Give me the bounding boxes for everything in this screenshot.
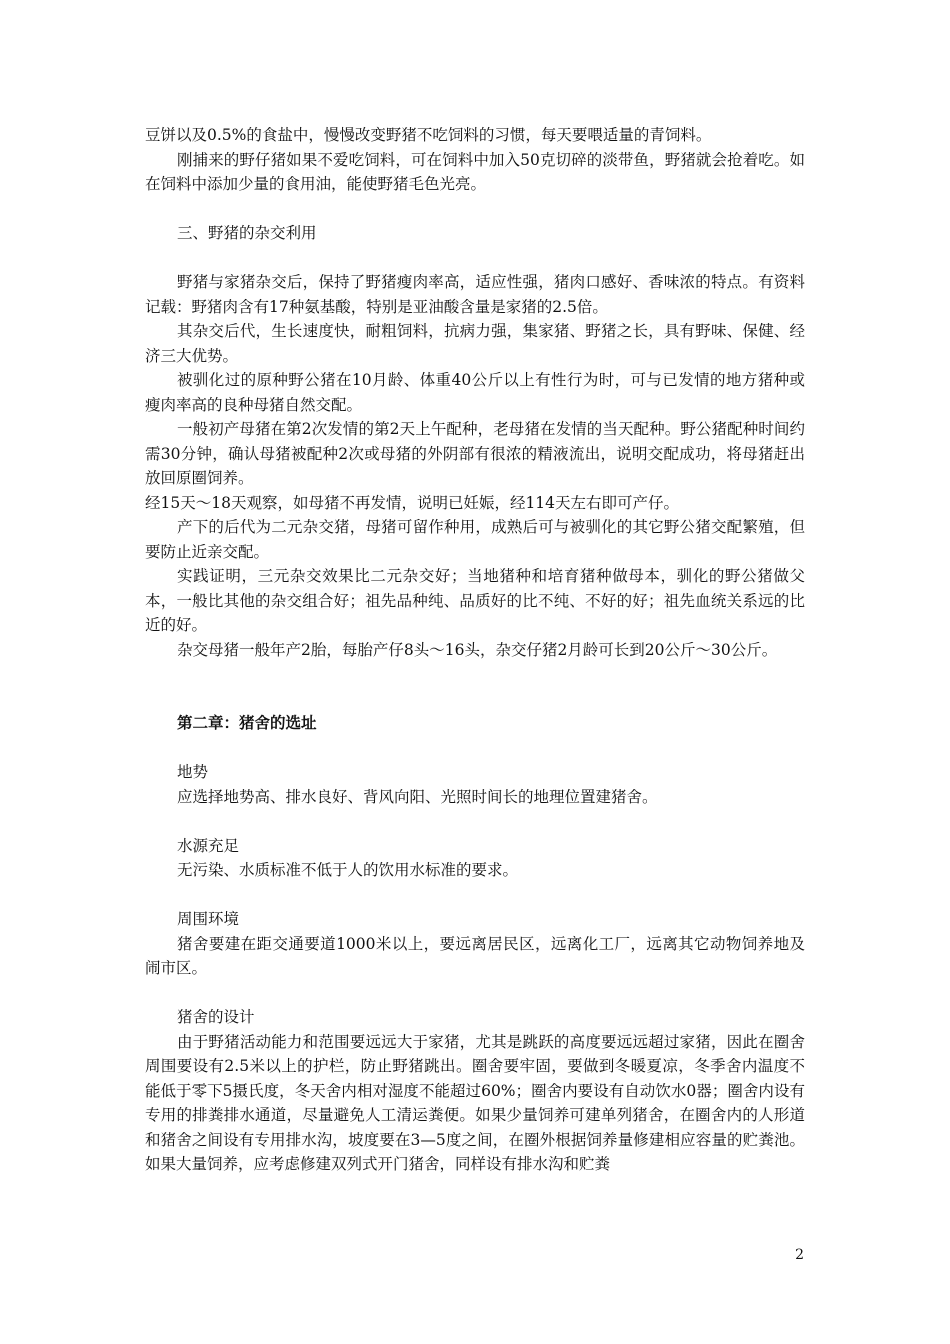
paragraph: 杂交母猪一般年产2胎，每胎产仔8头～16头，杂交仔猪2月龄可长到20公斤～30公斤。: [177, 640, 778, 659]
subsection-heading: 水源充足: [177, 836, 240, 855]
chapter-heading: 第二章：猪舍的选址: [177, 713, 317, 732]
body-text: [145, 123, 805, 1177]
paragraph: 实践证明，三元杂交效果比二元杂交好；当地猪种和培育猪种做母本，驯化的野公猪做父本，一般比其他的杂交组合好；祖先品种纯、品质好的比不纯、不好的好；祖先血统关系远的比近的好。: [145, 567, 805, 634]
paragraph: 一般初产母猪在第2次发情的第2天上午配种，老母猪在发情的当天配种。野公猪配种时间约需30分钟，确认母猪被配种2次或母猪的外阴部有很浓的精液流出，说明交配成功，将母猪赶出放回原圈饲养。: [145, 420, 805, 487]
paragraph: 无污染、水质标准不低于人的饮用水标准的要求。: [177, 861, 519, 879]
paragraph: 产下的后代为二元杂交猪，母猪可留作种用，成熟后可与被驯化的其它野公猪交配繁殖，但要防止近亲交配。: [145, 518, 805, 561]
section-heading: 三、野猪的杂交利用: [177, 224, 317, 242]
paragraph: 猪舍要建在距交通要道1000米以上，要远离居民区，远离化工厂，远离其它动物饲养地及闹市区。: [145, 934, 805, 977]
paragraph: 被驯化过的原种野公猪在10月龄、体重40公斤以上有性行为时，可与已发情的地方猪种或瘦肉率高的良种母猪自然交配。: [145, 371, 805, 414]
page-number: 2: [795, 1247, 804, 1263]
subsection-heading: 猪舍的设计: [177, 1008, 255, 1026]
paragraph: 经15天～18天观察，如母猪不再发情，说明已妊娠，经114天左右即可产仔。: [145, 493, 680, 512]
paragraph: 其杂交后代，生长速度快，耐粗饲料，抗病力强，集家猪、野猪之长，具有野味、保健、经济三大优势。: [145, 322, 805, 365]
paragraph: 野猪与家猪杂交后，保持了野猪瘦肉率高，适应性强，猪肉口感好、香味浓的特点。有资料记载：野猪肉含有17种氨基酸，特别是亚油酸含量是家猪的2.5倍。: [145, 273, 805, 316]
subsection-heading: 地势: [177, 763, 209, 781]
paragraph: 刚捕来的野仔猪如果不爱吃饲料，可在饲料中加入50克切碎的淡带鱼，野猪就会抢着吃。如在饲料中添加少量的食用油，能使野猪毛色光亮。: [145, 150, 805, 193]
paragraph: 由于野猪活动能力和范围要远远大于家猪，尤其是跳跃的高度要远远超过家猪，因此在圈舍周围要设有2.5米以上的护栏，防止野猪跳出。圈舍要牢固，要做到冬暖夏凉，冬季舍内温度不能低于零下5摄氏度，冬天舍内相对湿度不能超过60%；圈舍内要设有自动饮水0器；圈舍内设有专用的排粪排水通道，尽量避免人工清运粪便。如果少量饲养可建单列猪舍，在圈舍内的人形道和猪舍之间设有专用排水沟，坡度要在3—5度之间，在圈外根据饲养量修建相应容量的贮粪池。如果大量饲养，应考虑修建双列式开门猪舍，同样设有排水沟和贮粪: [145, 1032, 805, 1173]
paragraph: 豆饼以及0.5%的食盐中，慢慢改变野猪不吃饲料的习惯，每天要喂适量的青饲料。: [145, 126, 712, 144]
subsection-heading: 周围环境: [177, 910, 240, 928]
paragraph: 应选择地势高、排水良好、背风向阳、光照时间长的地理位置建猪舍。: [177, 787, 658, 806]
